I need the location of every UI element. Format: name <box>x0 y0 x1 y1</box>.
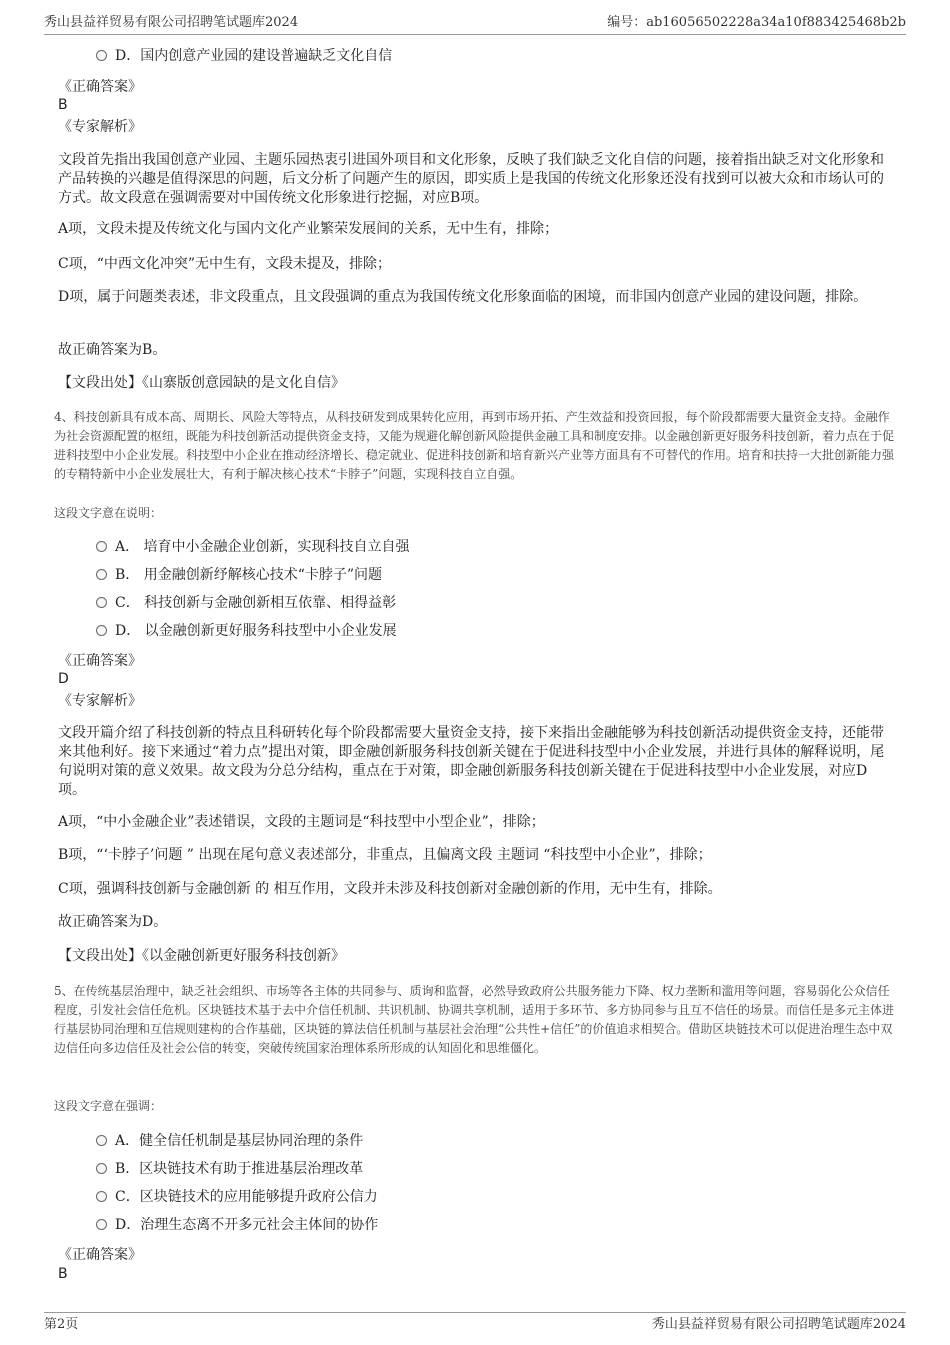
q4-analysis-b: B项，“‘卡脖子’问题 ” 出现在尾句意义表述部分，非重点，且偏离文段 主题词 “科技型中小企业”，排除； <box>58 847 712 863</box>
q3-analysis-label: 《专家解析》 <box>58 119 142 135</box>
radio-icon[interactable] <box>96 597 107 608</box>
q4-option-d[interactable]: D． 以金融创新更好服务科技型中小企业发展 <box>96 621 397 641</box>
q5-option-b[interactable]: B．区块链技术有助于推进基层治理改革 <box>96 1159 363 1179</box>
radio-icon[interactable] <box>96 1191 107 1202</box>
radio-icon[interactable] <box>96 1219 107 1230</box>
radio-icon[interactable] <box>96 1135 107 1146</box>
q4-analysis-label: 《专家解析》 <box>58 693 142 709</box>
q3-analysis-a: A项，文段未提及传统文化与国内文化产业繁荣发展间的关系，无中生有，排除； <box>58 221 559 237</box>
radio-icon[interactable] <box>96 1163 107 1174</box>
radio-icon[interactable] <box>96 625 107 636</box>
q3-answer: B <box>58 97 68 113</box>
q4-analysis-c: C项，强调科技创新与金融创新 的 相互作用，文段并未涉及科技创新对金融创新的作用，无中生有，排除。 <box>58 881 722 897</box>
q4-source: 【文段出处】《以金融创新更好服务科技创新》 <box>58 948 345 964</box>
page-header <box>44 14 906 35</box>
q5-answer-label: 《正确答案》 <box>58 1247 142 1263</box>
q4-stem: 4、科技创新具有成本高、周期长、风险大等特点，从科技研发到成果转化应用，再到市场开拓、产生效益和投资回报，每个阶段都需要大量资金支持。金融作为社会资源配置的枢纽，既能为科技创新活动提供资金支持，又能为规避化解创新风险提供金融工具和制度安排。以金融创新更好服务科技创新，着力点在于促进科技型中小企业发展。科技型中小企业在推动经济增长、稳定就业、促进科技创新和培育新兴产业等方面具有不可替代的作用。培育和扶持一大批创新能力强的专精特新中小企业发展壮大，有利于解决核心技术“卡脖子”问题，实现科技自立自强。 <box>54 410 895 481</box>
q4-option-b[interactable]: B． 用金融创新纾解核心技术“卡脖子”问题 <box>96 565 382 585</box>
q4-conclusion: 故正确答案为D。 <box>58 914 168 930</box>
q3-conclusion: 故正确答案为B。 <box>58 342 167 358</box>
q3-answer-label: 《正确答案》 <box>58 79 142 95</box>
q5-option-d[interactable]: D．治理生态离不开多元社会主体间的协作 <box>96 1215 378 1235</box>
q3-option-d[interactable]: D．国内创意产业园的建设普遍缺乏文化自信 <box>96 46 392 66</box>
header-doc-id: 编号：ab16056502228a34a10f883425468b2b <box>607 15 906 30</box>
page-number: 第2页 <box>44 1317 79 1332</box>
q4-option-c[interactable]: C． 科技创新与金融创新相互依靠、相得益彰 <box>96 593 396 613</box>
q5-option-c[interactable]: C．区块链技术的应用能够提升政府公信力 <box>96 1187 378 1207</box>
page-footer <box>44 1312 906 1333</box>
q4-answer: D <box>58 671 69 687</box>
radio-icon[interactable] <box>96 569 107 580</box>
q4-analysis-a: A项，“中小金融企业”表述错误，文段的主题词是“科技型中小型企业”，排除； <box>58 814 545 830</box>
q4-analysis: 文段开篇介绍了科技创新的特点且科研转化每个阶段都需要大量资金支持，接下来指出金融能够为科技创新活动提供资金支持，还能带来其他利好。接下来通过“着力点”提出对策，即金融创新服务科技创新关键在于促进科技型中小企业发展，并进行具体的解释说明，尾句说明对策的意义效果。故文段为分总分结构，重点在于对策，即金融创新服务科技创新关键在于促进科技型中小企业发展，对应D项。 <box>58 725 885 798</box>
q3-analysis-d: D项，属于问题类表述，非文段重点，且文段强调的重点为我国传统文化形象面临的困境，而非国内创意产业园的建设问题，排除。 <box>58 289 868 305</box>
radio-icon[interactable] <box>96 50 107 61</box>
q3-source: 【文段出处】《山寨版创意园缺的是文化自信》 <box>58 375 345 391</box>
footer-title: 秀山县益祥贸易有限公司招聘笔试题库2024 <box>651 1317 906 1332</box>
q4-answer-label: 《正确答案》 <box>58 653 142 669</box>
q3-analysis-c: C项，“中西文化冲突”无中生有，文段未提及，排除； <box>58 256 392 272</box>
q5-stem: 5、在传统基层治理中，缺乏社会组织、市场等各主体的共同参与、质询和监督，必然导致政府公共服务能力下降、权力垄断和滥用等问题，容易弱化公众信任程度，引发社会信任危机。区块链技术基于去中介信任机制、共识机制、协调共享机制，适用于多环节、多方协同参与且互不信任的场景。而信任是多元主体进行基层协同治理和互信规则建构的合作基础，区块链的算法信任机制与基层社会治理“公共性+信任”的价值追求相契合。借助区块链技术可以促进治理生态中双边信任向多边信任及社会公信的转变，突破传统国家治理体系所形成的认知固化和思维僵化。 <box>54 984 895 1055</box>
q5-option-a[interactable]: A．健全信任机制是基层协同治理的条件 <box>96 1131 363 1151</box>
q4-option-a[interactable]: A． 培育中小金融企业创新，实现科技自立自强 <box>96 537 410 557</box>
q5-prompt: 这段文字意在强调： <box>54 1099 163 1113</box>
q3-analysis: 文段首先指出我国创意产业园、主题乐园热衷引进国外项目和文化形象，反映了我们缺乏文化自信的问题，接着指出缺乏对文化形象和产品转换的兴趣是值得深思的问题，后文分析了问题产生的原因，即实质上是我国的传统文化形象还没有找到可以被大众和市场认可的方式。故文段意在强调需要对中国传统文化形象进行挖掘，对应B项。 <box>58 152 884 206</box>
radio-icon[interactable] <box>96 541 107 552</box>
q4-prompt: 这段文字意在说明： <box>54 506 163 520</box>
header-title: 秀山县益祥贸易有限公司招聘笔试题库2024 <box>44 15 299 30</box>
q5-answer: B <box>58 1266 68 1282</box>
